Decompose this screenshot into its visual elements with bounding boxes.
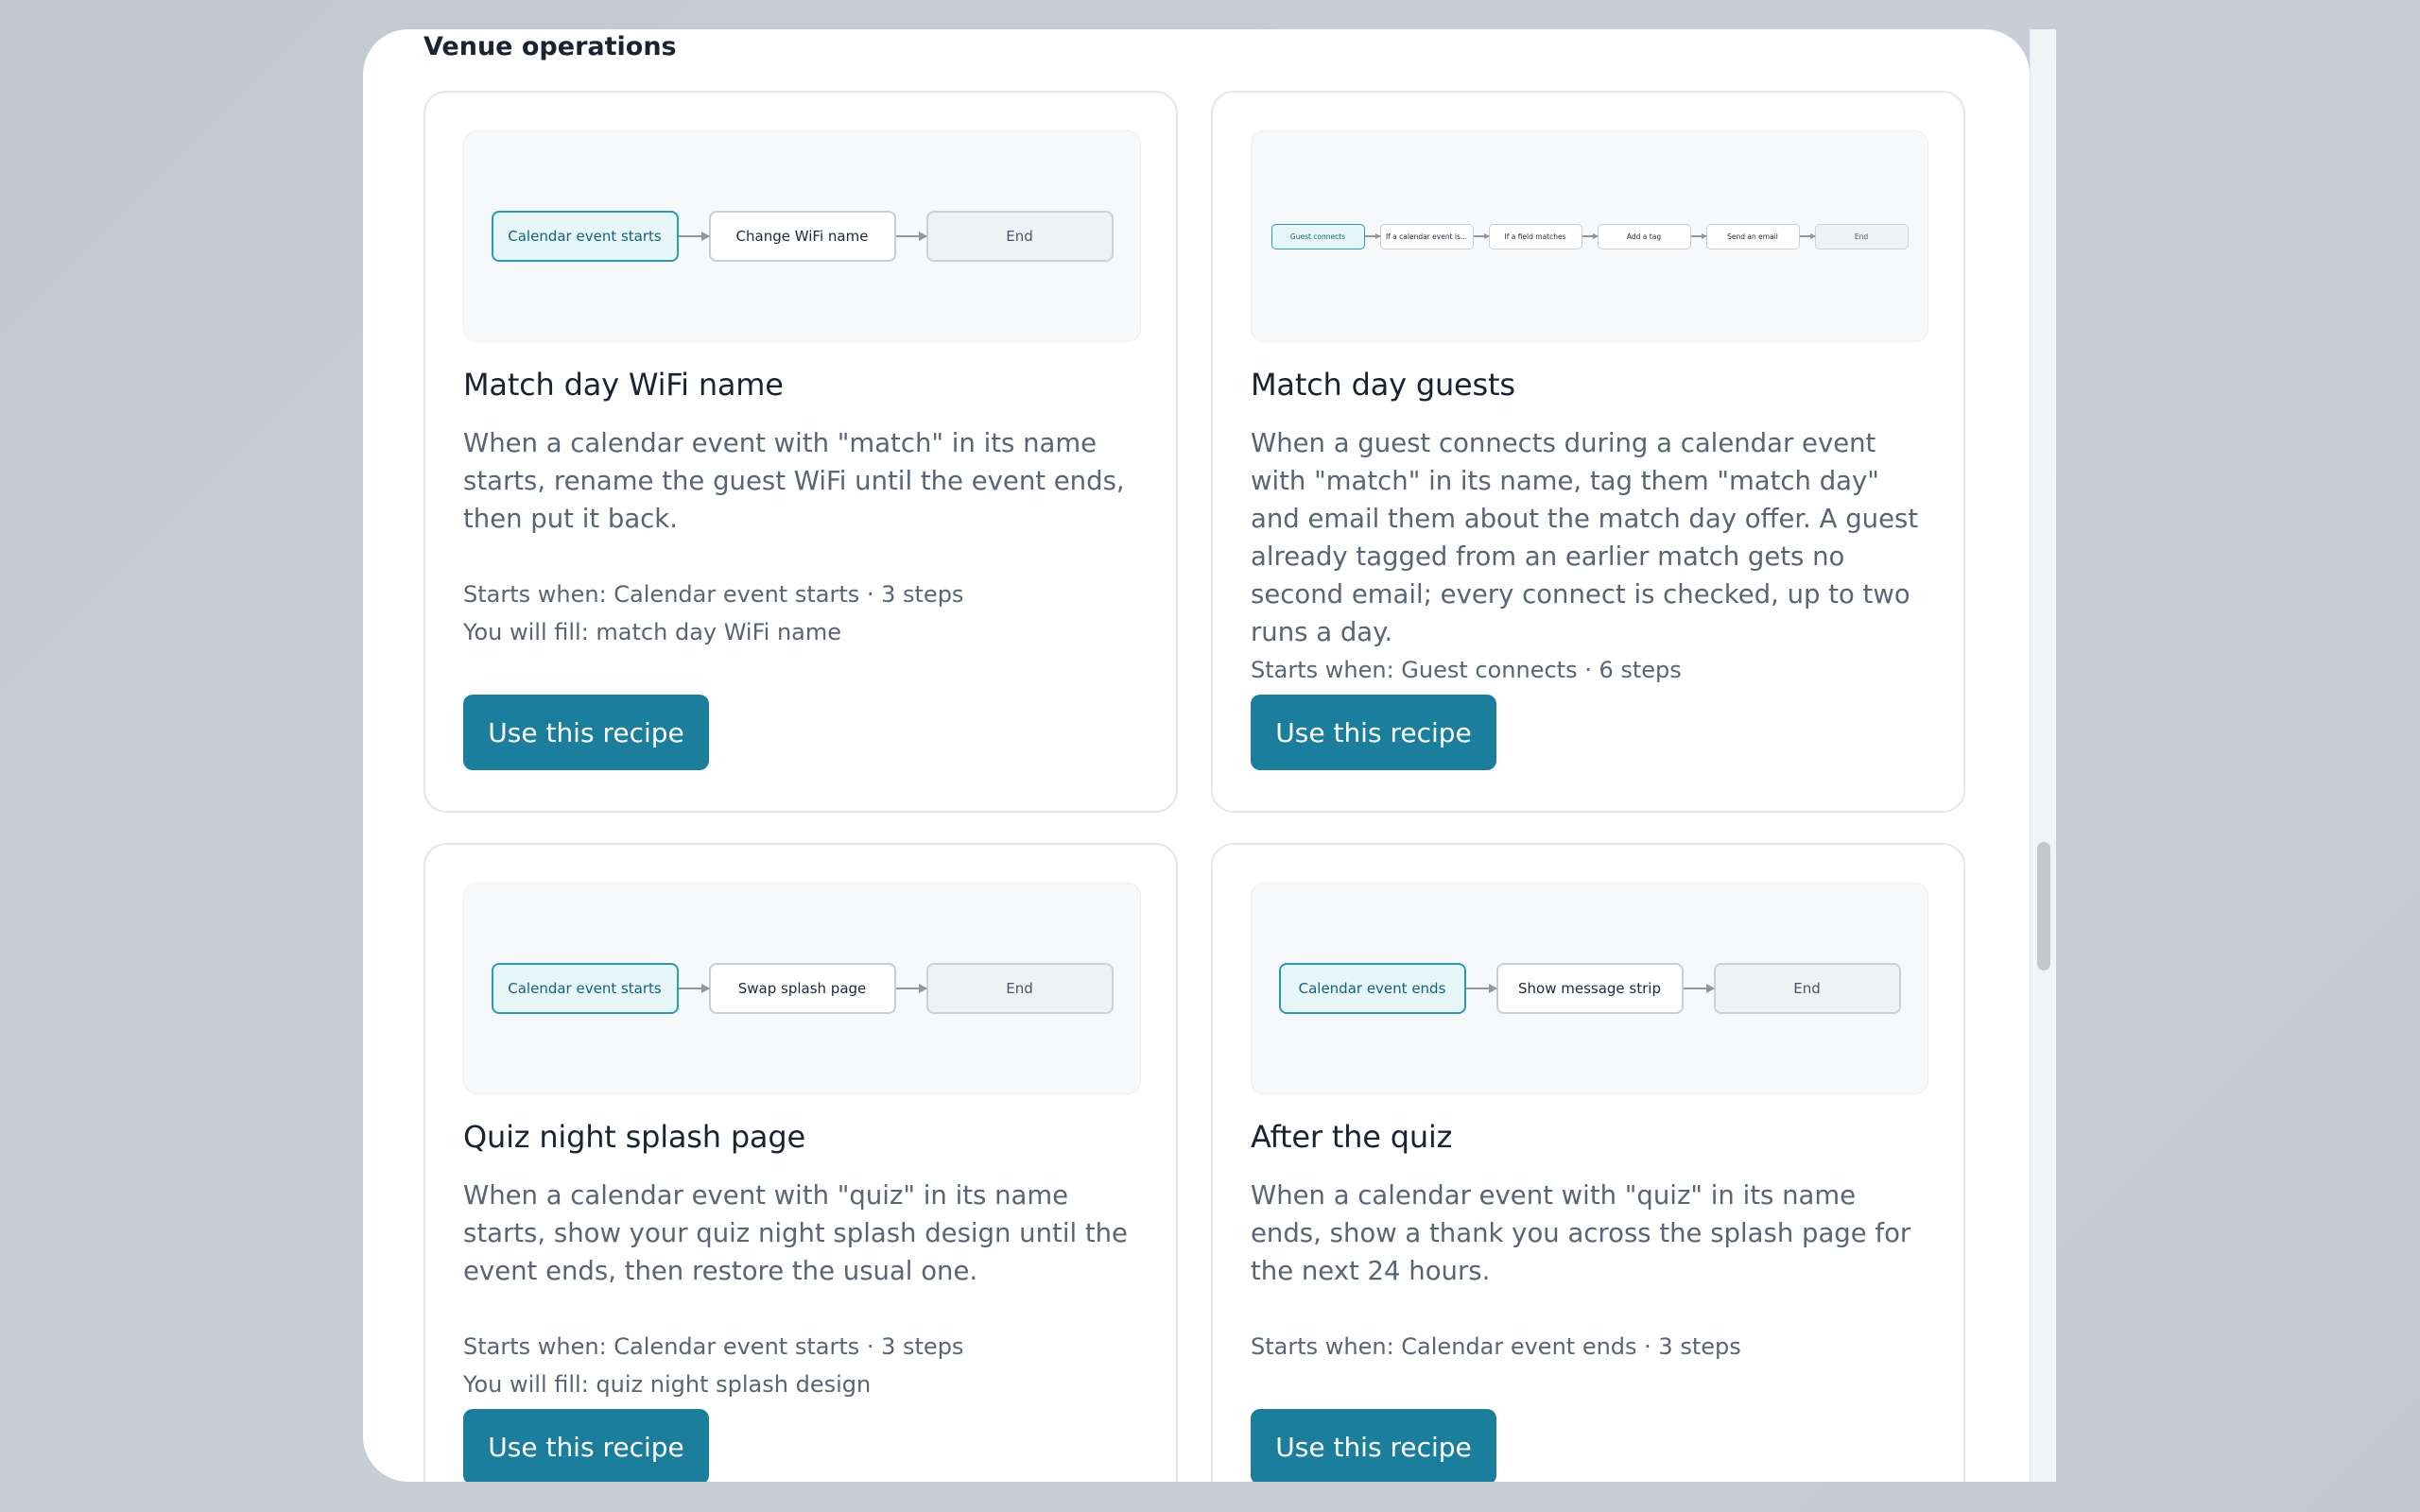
- flow-preview: [1251, 883, 1928, 1094]
- flow-step-trigger: Calendar event ends: [1279, 963, 1466, 1014]
- recipe-will-fill: You will fill: match day WiFi name: [463, 619, 842, 645]
- recipe-will-fill: You will fill: quiz night splash design: [463, 1371, 872, 1398]
- recipe-title: After the quiz: [1251, 1119, 1453, 1155]
- recipe-title: Quiz night splash page: [463, 1119, 805, 1155]
- use-recipe-button[interactable]: Use this recipe: [1251, 695, 1496, 770]
- flow-diagram: [464, 884, 1140, 1093]
- flow-preview: [1251, 130, 1928, 342]
- flow-preview: [463, 883, 1141, 1094]
- use-recipe-button[interactable]: Use this recipe: [1251, 1409, 1496, 1482]
- flow-arrow: [896, 988, 926, 989]
- recipe-card-after-the-quiz: [1211, 843, 1965, 1482]
- flow-diagram: [1252, 884, 1927, 1093]
- recipe-title: Match day WiFi name: [463, 367, 784, 403]
- flow-arrow: [679, 988, 709, 989]
- flow-step-end: End: [1815, 224, 1909, 249]
- flow-arrow: [1474, 235, 1489, 237]
- recipe-card-match-day-wifi: [424, 91, 1178, 813]
- flow-arrow: [1684, 988, 1714, 989]
- flow-step-trigger: Guest connects: [1271, 224, 1365, 249]
- recipes-panel: [363, 29, 2030, 1482]
- flow-preview: [463, 130, 1141, 342]
- recipe-description: When a guest connects during a calendar event with "match" in its name, tag them "match day" and email them about the match day offer. A guest already tagged from an earlier match gets no second email; every connect is checked, up to two runs a day.: [1251, 428, 1919, 647]
- recipe-starts-when: Starts when: Calendar event ends · 3 steps: [1251, 1333, 1741, 1360]
- recipe-card-quiz-night-splash: [424, 843, 1178, 1482]
- flow-arrow: [1365, 235, 1380, 237]
- flow-step: Change WiFi name: [709, 211, 896, 262]
- flow-diagram: [464, 131, 1140, 341]
- flow-step: Show message strip: [1496, 963, 1684, 1014]
- flow-step: Swap splash page: [709, 963, 896, 1014]
- flow-step-trigger: Calendar event starts: [492, 211, 679, 262]
- flow-arrow: [1800, 235, 1815, 237]
- recipe-description: When a calendar event with "quiz" in its name starts, show your quiz night splash design until the event ends, then restore the usual one.: [463, 1180, 1128, 1286]
- flow-step: If a field matches: [1489, 224, 1582, 249]
- scrollbar-track[interactable]: [2030, 29, 2056, 1482]
- recipe-starts-when: Starts when: Guest connects · 6 steps: [1251, 657, 1682, 683]
- flow-arrow: [679, 235, 709, 237]
- recipe-starts-when: Starts when: Calendar event starts · 3 steps: [463, 1333, 964, 1360]
- recipe-card-match-day-guests: [1211, 91, 1965, 813]
- flow-step-end: End: [1714, 963, 1901, 1014]
- recipe-description: When a calendar event with "match" in its name starts, rename the guest WiFi until the event ends, then put it back.: [463, 428, 1125, 534]
- recipe-description: When a calendar event with "quiz" in its name ends, show a thank you across the splash page for the next 24 hours.: [1251, 1180, 1911, 1286]
- flow-step: If a calendar event is...: [1380, 224, 1474, 249]
- flow-arrow: [1691, 235, 1706, 237]
- flow-step-end: End: [926, 211, 1114, 262]
- recipe-starts-when: Starts when: Calendar event starts · 3 steps: [463, 581, 964, 608]
- flow-arrow: [896, 235, 926, 237]
- flow-diagram: [1252, 131, 1927, 341]
- use-recipe-button[interactable]: Use this recipe: [463, 1409, 709, 1482]
- flow-step-trigger: Calendar event starts: [492, 963, 679, 1014]
- recipe-title: Match day guests: [1251, 367, 1515, 403]
- flow-step: Add a tag: [1598, 224, 1691, 249]
- use-recipe-button[interactable]: Use this recipe: [463, 695, 709, 770]
- flow-arrow: [1582, 235, 1598, 237]
- flow-step: Send an email: [1706, 224, 1800, 249]
- flow-arrow: [1466, 988, 1496, 989]
- scrollbar-thumb[interactable]: [2037, 842, 2050, 971]
- flow-step-end: End: [926, 963, 1114, 1014]
- section-title: Venue operations: [424, 32, 677, 61]
